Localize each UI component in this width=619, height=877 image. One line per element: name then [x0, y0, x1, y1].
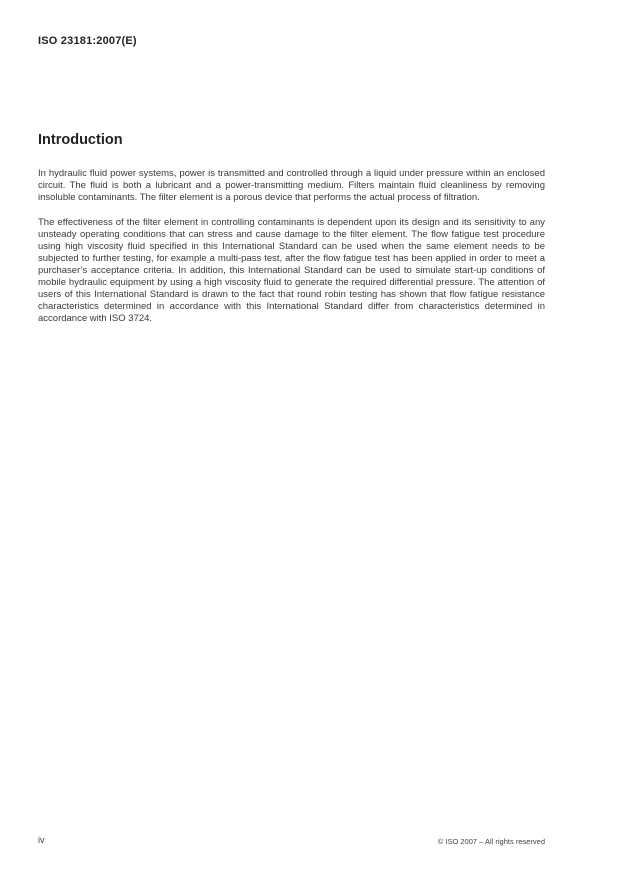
page-number: iv — [38, 835, 45, 845]
paragraph-2: The effectiveness of the filter element in controlling contaminants is dependent upon its design and its sensitivity to any unsteady operating conditions that can stress and cause damage to the filter element. The flow fatigue test procedure using high viscosity fluid specified in this International Standard can be used when the same element needs to be subjected to further testing, for example a multi-pass test, after the flow fatigue test has been applied in order to meet a purchaser’s acceptance criteria. In addition, this International Standard can be used to simulate start-up conditions of mobile hydraulic equipment by using a high viscosity fluid to generate the required differential pressure. The attention of users of this International Standard is drawn to the fact that round robin testing has shown that flow fatigue resistance characteristics determined in accordance with this International Standard differ from characteristics determined in accordance with ISO 3724. — [38, 217, 545, 324]
paragraph-1: In hydraulic fluid power systems, power is transmitted and controlled through a liquid under pressure within an enclosed circuit. The fluid is both a lubricant and a power-transmitting medium. Filters maintain fluid cleanliness by removing insoluble contaminants. The filter element is a porous device that performs the actual process of filtration. — [38, 168, 545, 203]
section-title: Introduction — [38, 132, 123, 148]
document-reference: ISO 23181:2007(E) — [38, 35, 137, 47]
body-text — [38, 168, 545, 338]
copyright-notice: © ISO 2007 – All rights reserved — [437, 837, 545, 846]
page-footer — [38, 835, 545, 846]
